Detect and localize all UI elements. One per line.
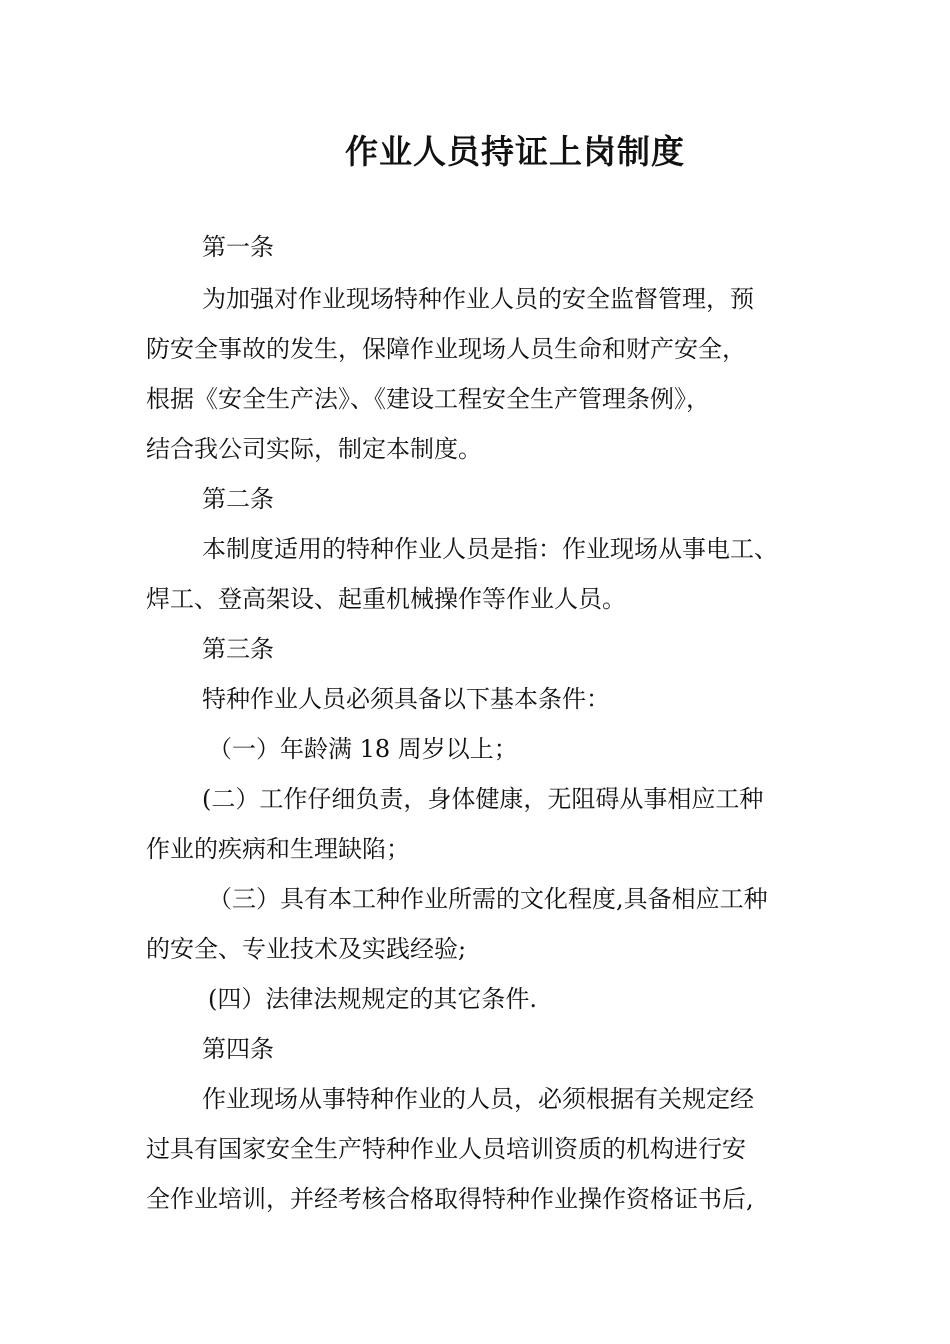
list-item: （三）具有本工种作业所需的文化程度,具备相应工种 bbox=[208, 885, 768, 913]
article-heading: 第三条 bbox=[202, 635, 274, 663]
paragraph-line: 结合我公司实际，制定本制度。 bbox=[146, 435, 482, 463]
article-heading: 第四条 bbox=[202, 1035, 274, 1063]
paragraph-line: 的安全、专业技术及实践经验; bbox=[146, 935, 467, 963]
paragraph-line: 过具有国家安全生产特种作业人员培训资质的机构进行安 bbox=[146, 1135, 746, 1163]
paragraph-line: 全作业培训，并经考核合格取得特种作业操作资格证书后, bbox=[146, 1185, 754, 1213]
paragraph-line: 根据《安全生产法》、《建设工程安全生产管理条例》， bbox=[146, 385, 710, 413]
paragraph-line: 为加强对作业现场特种作业人员的安全监督管理，预 bbox=[202, 285, 754, 313]
list-item: （一）年龄满 18 周岁以上； bbox=[208, 735, 518, 763]
paragraph-line: 特种作业人员必须具备以下基本条件： bbox=[202, 685, 610, 713]
document-title: 作业人员持证上岗制度 bbox=[345, 132, 685, 171]
list-item: (二）工作仔细负责，身体健康，无阻碍从事相应工种 bbox=[202, 785, 764, 813]
paragraph-line: 本制度适用的特种作业人员是指：作业现场从事电工、 bbox=[202, 535, 778, 563]
article-heading: 第二条 bbox=[202, 485, 274, 513]
paragraph-line: 防安全事故的发生，保障作业现场人员生命和财产安全， bbox=[146, 335, 746, 363]
paragraph-line: 作业现场从事特种作业的人员，必须根据有关规定经 bbox=[202, 1085, 754, 1113]
article-heading: 第一条 bbox=[202, 233, 274, 261]
paragraph-line: 作业的疾病和生理缺陷； bbox=[146, 835, 410, 863]
paragraph-line: 焊工、登高架设、起重机械操作等作业人员。 bbox=[146, 585, 626, 613]
list-item: (四）法律法规规定的其它条件. bbox=[208, 985, 537, 1013]
